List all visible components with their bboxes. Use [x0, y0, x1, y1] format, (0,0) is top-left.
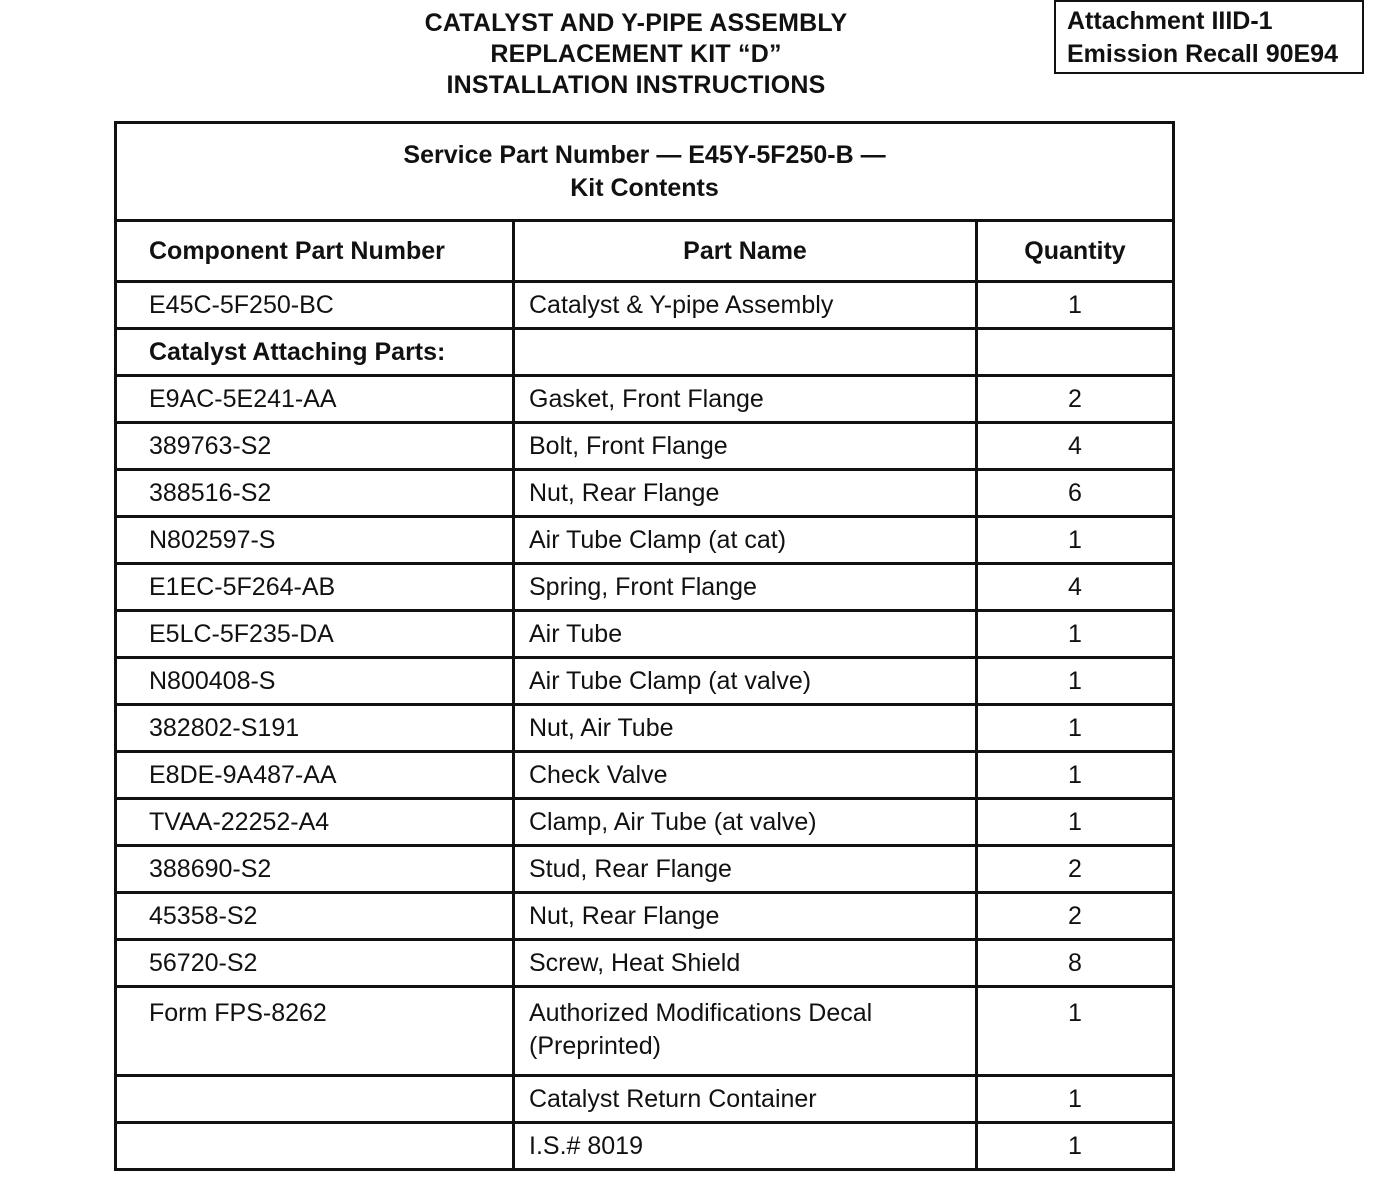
quantity-cell: 4: [977, 423, 1174, 470]
table-header-line-1: Service Part Number — E45Y-5F250-B —: [403, 140, 886, 169]
table-row: [116, 282, 1174, 329]
table-row: [116, 752, 1174, 799]
table-row: [116, 611, 1174, 658]
title-line-1: CATALYST AND Y-PIPE ASSEMBLY: [424, 9, 848, 37]
table-row: [116, 470, 1174, 517]
quantity-cell: 6: [977, 470, 1174, 517]
column-header-quantity: Quantity: [977, 221, 1174, 282]
part-number-cell: [116, 1076, 514, 1123]
table-row: [116, 376, 1174, 423]
quantity-cell: 1: [977, 658, 1174, 705]
part-number-cell: E5LC-5F235-DA: [116, 611, 514, 658]
column-header-part-name: Part Name: [514, 221, 977, 282]
table-row: [116, 893, 1174, 940]
kit-contents-table: [114, 121, 1175, 1171]
table-row: [116, 987, 1174, 1076]
part-name-line-2: (Preprinted): [529, 1032, 661, 1060]
part-name-cell: Nut, Rear Flange: [514, 893, 977, 940]
part-number-cell: 382802-S191: [116, 705, 514, 752]
quantity-cell: 2: [977, 893, 1174, 940]
part-name-cell: Air Tube Clamp (at valve): [514, 658, 977, 705]
quantity-cell: 1: [977, 1076, 1174, 1123]
part-number-cell: N800408-S: [116, 658, 514, 705]
part-name-cell: Nut, Air Tube: [514, 705, 977, 752]
part-name-cell: Bolt, Front Flange: [514, 423, 977, 470]
part-number-cell: E45C-5F250-BC: [116, 282, 514, 329]
document-title: [300, 8, 972, 101]
quantity-cell: 1: [977, 705, 1174, 752]
quantity-cell: 1: [977, 282, 1174, 329]
part-number-cell: E9AC-5E241-AA: [116, 376, 514, 423]
part-number-cell: 56720-S2: [116, 940, 514, 987]
part-number-cell: E8DE-9A487-AA: [116, 752, 514, 799]
table-row: [116, 423, 1174, 470]
attachment-box: [1054, 0, 1364, 74]
part-number-cell: [116, 1123, 514, 1170]
title-line-2: REPLACEMENT KIT “D”: [490, 40, 782, 68]
quantity-cell: 2: [977, 846, 1174, 893]
table-row: [116, 846, 1174, 893]
part-name-cell: I.S.# 8019: [514, 1123, 977, 1170]
quantity-cell: 1: [977, 611, 1174, 658]
part-number-cell: N802597-S: [116, 517, 514, 564]
table-row: [116, 1123, 1174, 1170]
section-label-cell: Catalyst Attaching Parts:: [116, 329, 514, 376]
quantity-cell: 1: [977, 1123, 1174, 1170]
table-row: [116, 517, 1174, 564]
column-header-row: [116, 221, 1174, 282]
part-name-cell: Spring, Front Flange: [514, 564, 977, 611]
column-header-part-number: Component Part Number: [116, 221, 514, 282]
table-row: [116, 564, 1174, 611]
part-name-cell: Gasket, Front Flange: [514, 376, 977, 423]
table-row: [116, 1076, 1174, 1123]
part-number-cell: Form FPS-8262: [116, 987, 514, 1076]
part-number-cell: TVAA-22252-A4: [116, 799, 514, 846]
part-name-cell: Catalyst Return Container: [514, 1076, 977, 1123]
part-name-cell: Stud, Rear Flange: [514, 846, 977, 893]
quantity-cell: 2: [977, 376, 1174, 423]
table-row: [116, 940, 1174, 987]
quantity-cell: 1: [977, 752, 1174, 799]
part-name-cell: Screw, Heat Shield: [514, 940, 977, 987]
quantity-cell: [977, 329, 1174, 376]
quantity-cell: 1: [977, 799, 1174, 846]
part-name-cell: Air Tube Clamp (at cat): [514, 517, 977, 564]
quantity-cell: 1: [977, 987, 1174, 1076]
part-number-cell: 388516-S2: [116, 470, 514, 517]
quantity-cell: 4: [977, 564, 1174, 611]
part-number-cell: E1EC-5F264-AB: [116, 564, 514, 611]
part-name-cell: Clamp, Air Tube (at valve): [514, 799, 977, 846]
part-name-cell: Check Valve: [514, 752, 977, 799]
part-name-cell: [514, 987, 977, 1076]
part-number-cell: 45358-S2: [116, 893, 514, 940]
table-row: [116, 799, 1174, 846]
quantity-cell: 1: [977, 517, 1174, 564]
part-number-cell: 388690-S2: [116, 846, 514, 893]
table-header-line-2: Kit Contents: [570, 173, 719, 202]
part-name-cell: Air Tube: [514, 611, 977, 658]
part-name-cell: Catalyst & Y-pipe Assembly: [514, 282, 977, 329]
table-row: [116, 329, 1174, 376]
attachment-line-2: Emission Recall 90E94: [1067, 40, 1338, 68]
attachment-line-1: Attachment IIID-1: [1067, 7, 1273, 35]
table-header: [116, 123, 1174, 221]
quantity-cell: 8: [977, 940, 1174, 987]
part-name-line-1: Authorized Modifications Decal: [529, 999, 873, 1027]
title-line-3: INSTALLATION INSTRUCTIONS: [446, 71, 826, 99]
table-row: [116, 658, 1174, 705]
table-row: [116, 705, 1174, 752]
part-name-cell: [514, 329, 977, 376]
part-number-cell: 389763-S2: [116, 423, 514, 470]
part-name-cell: Nut, Rear Flange: [514, 470, 977, 517]
